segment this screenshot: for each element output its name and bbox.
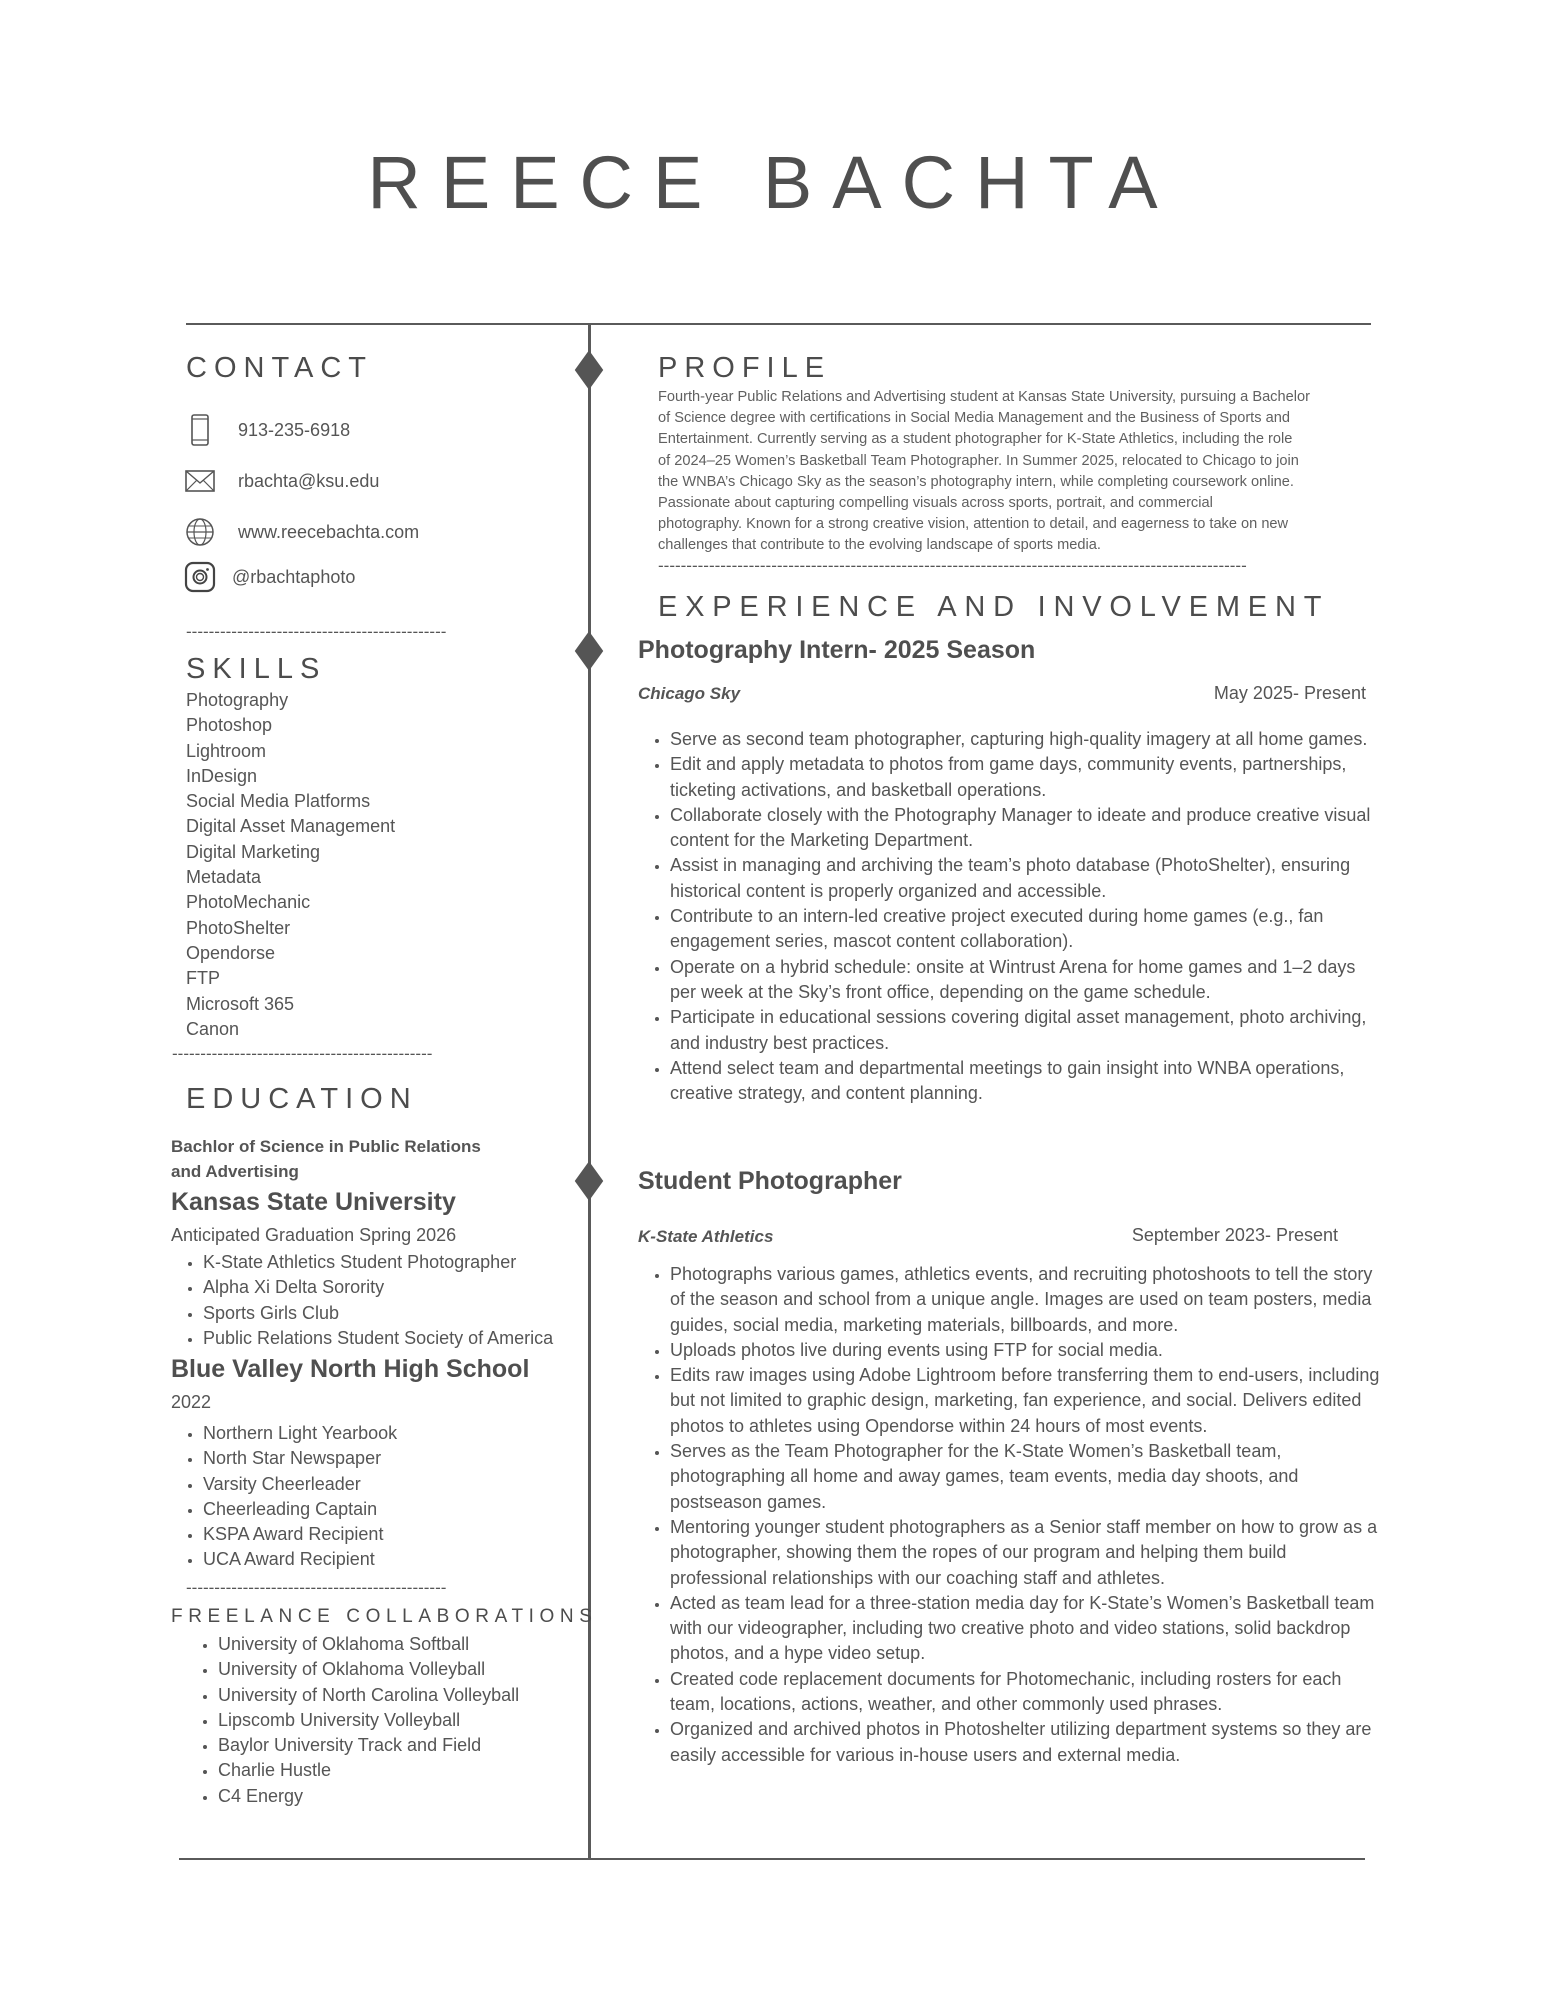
- profile-line: Passionate about capturing compelling visuals across sports, portrait, and commercial: [658, 495, 1213, 512]
- list-item: • Acted as team lead for a three-station media day for K-State’s Women’s Basketball team with our videographer, including two creative photo and video stations, solid backdrop photos, and a hype video setup.: [670, 1591, 1380, 1667]
- list-item: • Sports Girls Club: [203, 1301, 553, 1326]
- job-date-kstate: September 2023- Present: [1131, 1225, 1338, 1245]
- list-item: Social Media Platforms: [186, 791, 371, 812]
- list-item: • Charlie Hustle: [218, 1758, 519, 1783]
- list-item: • Contribute to an intern-led creative project executed during home games (e.g., fan engagement series, mascot content collaboration).: [670, 904, 1380, 955]
- job-org-kstate: K-State Athletics: [638, 1227, 774, 1246]
- section-diamond: [575, 631, 604, 671]
- center-divider: [588, 323, 591, 1860]
- list-item: • Lipscomb University Volleyball: [218, 1708, 519, 1733]
- list-item: • Uploads photos live during events using FTP for social media.: [670, 1338, 1380, 1363]
- section-diamond: [575, 1161, 604, 1201]
- high-school-activities: [171, 1421, 397, 1573]
- section-dash-divider: ----------------------------------------------: [172, 1044, 433, 1063]
- profile-text: [658, 387, 1388, 557]
- school-blue-valley-north: Blue Valley North High School: [171, 1355, 530, 1383]
- profile-dash-divider: --------------------------------------------------------------------------------------------------------: [658, 556, 1247, 575]
- contact-instagram-row: [184, 560, 355, 594]
- list-item: PhotoShelter: [186, 917, 291, 938]
- list-item: Photography: [186, 690, 289, 710]
- list-item: • Edit and apply metadata to photos from game days, community events, partnerships, ticketing activations, and basketball operations.: [670, 752, 1380, 803]
- list-item: Lightroom: [186, 740, 267, 761]
- list-item: • Photographs various games, athletics events, and recruiting photoshoots to tell the story of the season and school from a unique angle. Images are used on team posters, media guides, social media, marketing materials, billboards, and more.: [670, 1262, 1380, 1338]
- profile-title: PROFILE: [658, 352, 832, 384]
- profile-line: the WNBA’s Chicago Sky as the season’s photography intern, while completing coursework online.: [658, 473, 1294, 490]
- list-item: Digital Asset Management: [186, 816, 396, 837]
- job-org-chicago-sky: Chicago Sky: [638, 684, 741, 703]
- list-item: • Operate on a hybrid schedule: onsite at Wintrust Arena for home games and 1–2 days per week at the Sky’s front office, depending on the game schedule.: [670, 955, 1380, 1006]
- section-dash-divider: ----------------------------------------------: [186, 622, 447, 641]
- contact-email[interactable]: rbachta@ksu.edu: [238, 470, 380, 491]
- phone-icon: [184, 414, 216, 446]
- job-bullets-kstate: [638, 1262, 1380, 1768]
- list-item: • Serve as second team photographer, capturing high-quality imagery at all home games.: [670, 727, 1380, 752]
- freelance-title: FREELANCE COLLABORATIONS: [171, 1606, 598, 1627]
- degree-line-1: Bachlor of Science in Public Relations: [171, 1137, 481, 1156]
- job-title-chicago-sky: Photography Intern- 2025 Season: [638, 636, 1036, 664]
- freelance-list: [186, 1632, 519, 1809]
- top-divider: [186, 323, 1371, 325]
- list-item: • Mentoring younger student photographers as a Senior staff member on how to grow as a photographer, showing them the ropes of our program and helping them build professional relationships with our coaching staff and athletes.: [670, 1515, 1380, 1591]
- list-item: • K-State Athletics Student Photographer: [203, 1250, 553, 1275]
- instagram-icon: [184, 561, 216, 593]
- profile-line: challenges that contribute to the evolving landscape of sports media.: [658, 537, 1101, 554]
- list-item: • Organized and archived photos in Photoshelter utilizing department systems so they are easily accessible for various in-house users and external media.: [670, 1717, 1380, 1768]
- list-item: Microsoft 365: [186, 993, 295, 1014]
- list-item: PhotoMechanic: [186, 892, 311, 913]
- list-item: InDesign: [186, 765, 258, 786]
- list-item: • Serves as the Team Photographer for the K-State Women’s Basketball team, photographing all home and away games, team events, media day shoots, and postseason games.: [670, 1439, 1380, 1515]
- contact-email-row: [184, 464, 379, 498]
- contact-website[interactable]: www.reecebachta.com: [238, 521, 420, 542]
- school-kansas-state: Kansas State University: [171, 1188, 456, 1216]
- contact-website-row: [184, 515, 419, 549]
- list-item: • Attend select team and departmental meetings to gain insight into WNBA operations, creative strategy, and content planning.: [670, 1056, 1380, 1107]
- list-item: • Public Relations Student Society of America: [203, 1326, 553, 1351]
- list-item: • UCA Award Recipient: [203, 1547, 397, 1572]
- experience-title: EXPERIENCE AND INVOLVEMENT: [658, 591, 1330, 623]
- education-title: EDUCATION: [186, 1083, 418, 1115]
- list-item: • Alpha Xi Delta Sorority: [203, 1275, 553, 1300]
- profile-line: Entertainment. Currently serving as a student photographer for K-State Athletics, including the role: [658, 431, 1293, 448]
- list-item: • University of Oklahoma Softball: [218, 1632, 519, 1657]
- bottom-divider: [179, 1858, 1365, 1860]
- section-dash-divider: ----------------------------------------------: [186, 1578, 447, 1597]
- mail-icon: [184, 465, 216, 497]
- section-diamond: [575, 350, 604, 390]
- list-item: • Varsity Cheerleader: [203, 1472, 397, 1497]
- skills-list: [186, 688, 395, 1042]
- job-date-chicago-sky: May 2025- Present: [1213, 683, 1366, 703]
- list-item: Metadata: [186, 867, 262, 888]
- list-item: • University of North Carolina Volleyball: [218, 1683, 519, 1708]
- list-item: • Collaborate closely with the Photography Manager to ideate and produce creative visual content for the Marketing Department.: [670, 803, 1380, 854]
- job-bullets-chicago-sky: [638, 727, 1380, 1106]
- high-school-year: 2022: [171, 1392, 212, 1412]
- list-item: • Created code replacement documents for Photomechanic, including rosters for each team, locations, actions, weather, and other commonly used phrases.: [670, 1667, 1380, 1718]
- contact-phone-row: [184, 413, 350, 447]
- list-item: • Northern Light Yearbook: [203, 1421, 397, 1446]
- list-item: Photoshop: [186, 715, 273, 736]
- list-item: • Assist in managing and archiving the team’s photo database (PhotoShelter), ensuring historical content is properly organized and accessible.: [670, 853, 1380, 904]
- list-item: • Participate in educational sessions covering digital asset management, photo archiving, and industry best practices.: [670, 1005, 1380, 1056]
- globe-icon: [184, 516, 216, 548]
- degree-line-2: and Advertising: [171, 1162, 299, 1181]
- graduation-date: Anticipated Graduation Spring 2026: [171, 1225, 457, 1245]
- profile-line: Fourth-year Public Relations and Advertising student at Kansas State University, pursuing a Bachelor: [658, 389, 1310, 405]
- list-item: Digital Marketing: [186, 841, 321, 862]
- list-item: Canon: [186, 1018, 240, 1039]
- profile-line: photography. Known for a strong creative vision, attention to detail, and eagerness to take on new: [658, 516, 1289, 533]
- list-item: • North Star Newspaper: [203, 1446, 397, 1471]
- list-item: • C4 Energy: [218, 1784, 519, 1809]
- contact-title: CONTACT: [186, 352, 374, 384]
- list-item: Opendorse: [186, 942, 276, 963]
- contact-instagram[interactable]: @rbachtaphoto: [232, 566, 356, 587]
- profile-line: of Science degree with certifications in Social Media Management and the Business of Sports and: [658, 410, 1290, 427]
- list-item: • Cheerleading Captain: [203, 1497, 397, 1522]
- list-item: • KSPA Award Recipient: [203, 1522, 397, 1547]
- contact-phone[interactable]: 913-235-6918: [238, 419, 351, 440]
- list-item: • Edits raw images using Adobe Lightroom before transferring them to end-users, including but not limited to graphic design, marketing, fan experience, and social. Delivers edited photos to athletes using Opendorse within 24 hours of most events.: [670, 1363, 1380, 1439]
- list-item: • Baylor University Track and Field: [218, 1733, 519, 1758]
- resume-name: REECE BACHTA: [367, 141, 1178, 224]
- skills-title: SKILLS: [186, 653, 327, 685]
- profile-line: of 2024–25 Women’s Basketball Team Photographer. In Summer 2025, relocated to Chicago to join: [658, 452, 1299, 469]
- job-title-kstate: Student Photographer: [638, 1167, 902, 1195]
- list-item: FTP: [186, 968, 220, 989]
- list-item: • University of Oklahoma Volleyball: [218, 1657, 519, 1682]
- kansas-state-activities: [171, 1250, 553, 1351]
